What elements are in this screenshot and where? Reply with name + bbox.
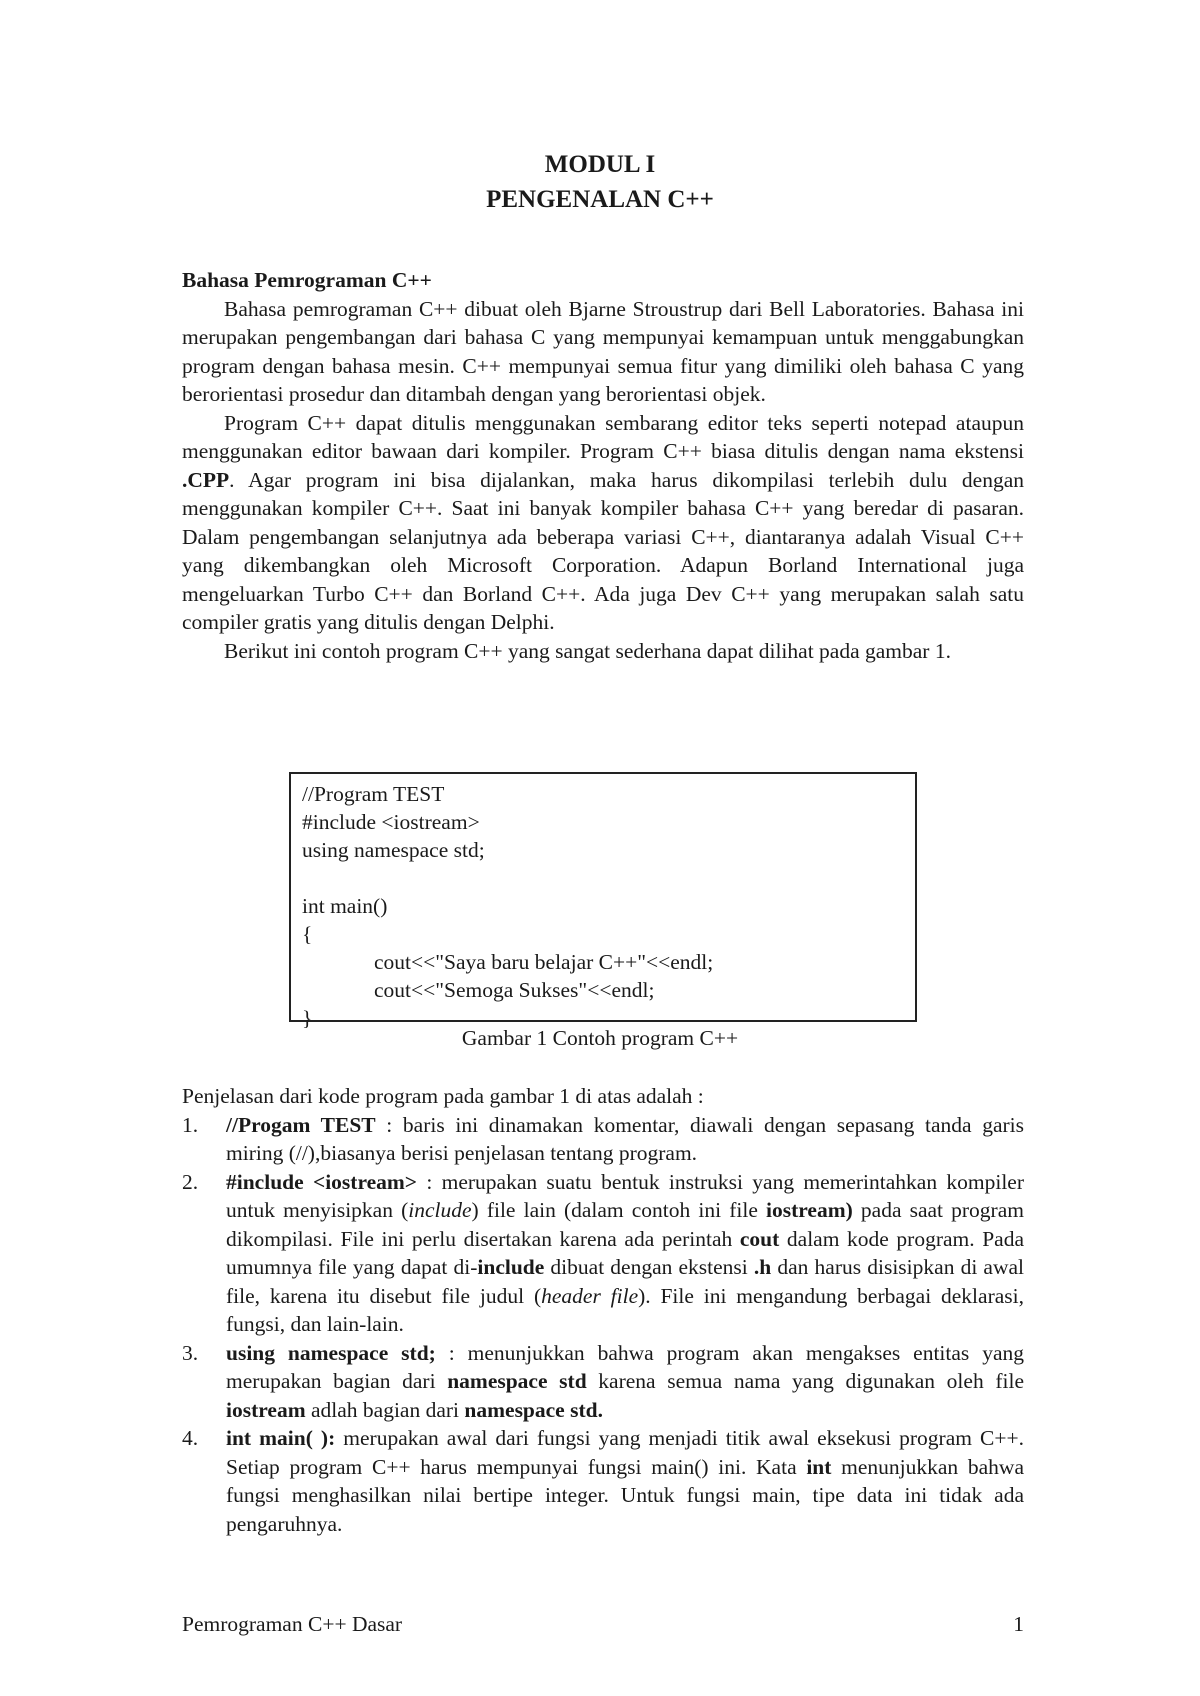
item-bold: iostream)	[766, 1198, 853, 1222]
item-term: int main( ):	[226, 1426, 336, 1450]
extension-bold: .CPP	[182, 467, 230, 492]
intro-section	[182, 266, 1024, 665]
code-line: //Program TEST	[302, 782, 445, 806]
figure-caption: Gambar 1 Contoh program C++	[461, 1026, 739, 1050]
module-title-heading: PENGENALAN C++	[486, 186, 714, 213]
list-number: 1.	[182, 1112, 199, 1137]
paragraph-3: Berikut ini contoh program C++ yang sangat sederhana dapat dilihat pada gambar 1.	[224, 638, 951, 663]
item-text: ) file lain (dalam contoh ini file	[471, 1198, 766, 1222]
section-title: Bahasa Pemrograman C++	[182, 268, 432, 292]
paragraph-1: Bahasa pemrograman C++ dibuat oleh Bjarne Stroustrup dari Bell Laboratories. Bahasa ini merupakan pengembangan dari bahasa C yang mempunyai kemampuan untuk menggabungkan program dengan bahasa mesin. C++ mempunyai semua fitur yang dimiliki oleh bahasa C yang berorientasi prosedur dan ditambah dengan yang berorientasi objek.	[182, 296, 1024, 406]
module-number-heading: MODUL I	[544, 151, 656, 178]
paragraph-2	[182, 409, 1024, 637]
item-text: : baris ini dinamakan komentar, diawali dengan sepasang tanda garis miring (//),biasanya berisi penjelasan tentang program.	[226, 1112, 1024, 1165]
item-bold: iostream	[226, 1397, 306, 1422]
item-bold: int	[806, 1454, 832, 1479]
code-line: {	[302, 922, 313, 946]
code-line: using namespace std;	[302, 838, 485, 862]
item-text: : merupakan suatu bentuk instruksi yang memerintahkan kompiler untuk menyisipkan (	[226, 1169, 1024, 1222]
list-item	[182, 1168, 1024, 1339]
item-text: ). File ini mengandung berbagai deklarasi, fungsi, dan lain-lain.	[226, 1283, 1024, 1336]
list-item	[182, 1424, 1024, 1538]
item-text: : menunjukkan bahwa program akan mengakses entitas yang merupakan bagian dari	[226, 1340, 1025, 1393]
code-line: cout<<"Semoga Sukses"<<endl;	[374, 978, 655, 1002]
item-bold: cout	[739, 1226, 780, 1251]
paragraph-2-text-b: . Agar program ini bisa dijalankan, maka harus dikompilasi terlebih dulu dengan menggunakan kompiler C++. Saat ini banyak kompiler bahasa C++ yang beredar di pasaran. Dalam pengembangan selanjutnya ada beberapa variasi C++, diantaranya adalah Visual C++ yang dikembangkan oleh Microsoft Corporation. Adapun Borland International juga mengeluarkan Turbo C++ dan Borland C++. Ada juga Dev C++ yang merupakan salah satu compiler gratis yang ditulis dengan Delphi.	[182, 467, 1024, 634]
code-line: int main()	[302, 894, 388, 918]
item-text: adlah bagian dari	[305, 1397, 465, 1422]
list-item	[182, 1111, 1024, 1168]
item-text: dalam kode program. Pada umumnya file yang dapat di-	[226, 1226, 1025, 1279]
explanation-intro: Penjelasan dari kode program pada gambar 1 di atas adalah :	[182, 1084, 704, 1108]
list-number: 2.	[182, 1169, 199, 1194]
item-text: menunjukkan bahwa fungsi menghasilkan nilai bertipe integer. Untuk fungsi main, tipe data ini tidak ada pengaruhnya.	[226, 1454, 1024, 1536]
page-number: 1	[1013, 1612, 1024, 1636]
item-italic: include	[408, 1198, 472, 1222]
item-text: merupakan awal dari fungsi yang menjadi titik awal eksekusi program C++. Setiap program C++ harus mempunyai fungsi main() ini. Kata	[226, 1426, 1024, 1479]
item-term: #include <iostream>	[226, 1169, 418, 1194]
footer-title: Pemrograman C++ Dasar	[182, 1612, 403, 1636]
item-text: pada saat program dikompilasi. File ini perlu disertakan karena ada perintah	[226, 1198, 1024, 1251]
code-listing-box	[289, 772, 917, 1030]
code-line: }	[302, 1006, 313, 1030]
item-bold: include	[477, 1255, 545, 1279]
explanation-section	[182, 1082, 1024, 1538]
item-italic: header file	[541, 1283, 639, 1308]
item-text: dibuat dengan ekstensi	[544, 1255, 754, 1279]
list-number: 4.	[182, 1426, 199, 1450]
item-bold: .h	[753, 1255, 772, 1279]
item-bold: namespace std	[447, 1369, 587, 1393]
list-item	[182, 1339, 1024, 1425]
item-text: karena semua nama yang digunakan oleh file	[586, 1369, 1024, 1393]
item-text: dan harus disisipkan di awal file, karena itu disebut file judul (	[226, 1255, 1025, 1308]
item-term: using namespace std;	[226, 1340, 436, 1365]
paragraph-2-text-a: Program C++ dapat ditulis menggunakan sembarang editor teks seperti notepad ataupun menggunakan editor bawaan dari kompiler. Program C++ biasa ditulis dengan nama ekstensi	[182, 410, 1024, 463]
code-line: cout<<"Saya baru belajar C++"<<endl;	[374, 950, 714, 974]
code-line	[302, 864, 905, 892]
explanation-list	[182, 1111, 1024, 1539]
item-bold: namespace std.	[464, 1397, 603, 1422]
code-line: #include <iostream>	[302, 810, 480, 834]
item-term: //Progam TEST	[226, 1112, 376, 1137]
list-number: 3.	[182, 1340, 199, 1365]
